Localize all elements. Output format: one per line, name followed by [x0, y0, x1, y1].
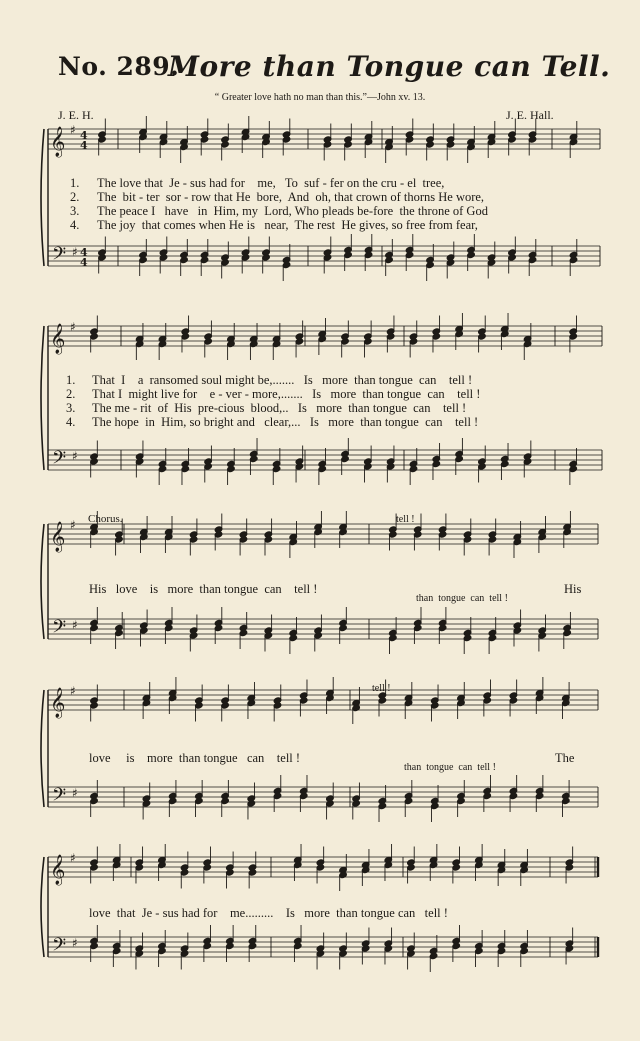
verse-number: 3. [70, 204, 80, 218]
system-brace [41, 326, 44, 470]
chorus-lyric-word: His [564, 582, 582, 596]
time-signature: 4 [80, 246, 88, 259]
chorus-lyric-line: love is more than tongue can tell ! [89, 751, 301, 765]
time-signature: 4 [80, 139, 88, 152]
author-credit: J. E. H. [58, 108, 94, 122]
verse-number: 4. [66, 415, 76, 429]
verse-lyric-line: The hope in Him, so bright and clear,... Is more than tongue can tell ! [92, 415, 479, 429]
verse-lyric-line: The love that Je - sus had for me, To suf - fer on the cru - el tree, [97, 176, 445, 190]
bass-clef: 𝄢 [52, 785, 67, 810]
verse-lyric-line: The joy that comes when He is near, The rest He gives, so free from fear, [97, 218, 478, 232]
echo-lyric-line: than tongue can tell ! [416, 593, 508, 604]
treble-clef: 𝄞 [50, 855, 66, 885]
time-signature: 4 [80, 129, 88, 142]
echo-lyric-line: than tongue can tell ! [404, 762, 496, 773]
hymn-number: No. 289. [58, 52, 180, 81]
key-sharp: ♯ [70, 518, 76, 532]
verse-lyric-line: The bit - ter sor - row that He bore, And oh, that crown of thorns He wore, [97, 190, 485, 204]
treble-clef: 𝄞 [50, 522, 66, 552]
echo-label: tell ! [372, 683, 391, 694]
verse-number: 2. [70, 190, 80, 204]
treble-clef: 𝄞 [50, 688, 66, 718]
verse-lyric-line: That I a ransomed soul might be,....... Is more than tongue can tell ! [92, 373, 473, 387]
key-sharp: ♯ [72, 449, 78, 463]
composer-credit: J. E. Hall. [506, 108, 554, 122]
epigraph: “ Greater love hath no man than this.”—John xv. 13. [214, 92, 426, 103]
system-brace [41, 524, 44, 639]
key-sharp: ♯ [70, 851, 76, 865]
verse-number: 1. [66, 373, 76, 387]
key-sharp: ♯ [70, 684, 76, 698]
treble-clef: 𝄞 [50, 324, 66, 354]
chorus-lyric-line: love that Je - sus had for me......... Is more than tongue can tell ! [89, 906, 448, 920]
key-sharp: ♯ [72, 786, 78, 800]
key-sharp: ♯ [70, 123, 76, 137]
key-sharp: ♯ [72, 936, 78, 950]
verse-number: 3. [66, 401, 76, 415]
system-brace [41, 690, 44, 807]
bass-clef: 𝄢 [52, 244, 67, 269]
key-sharp: ♯ [72, 618, 78, 632]
verse-lyric-line: The me - rit of His pre-cious blood,.. Is more than tongue can tell ! [92, 401, 467, 415]
chorus-lyric-line: His love is more than tongue can tell ! [89, 582, 318, 596]
verse-lyric-line: That I might live for e - ver - more,....... Is more than tongue can tell ! [92, 387, 481, 401]
verse-number: 1. [70, 176, 80, 190]
verse-number: 4. [70, 218, 80, 232]
bass-clef: 𝄢 [52, 448, 67, 473]
time-signature: 4 [80, 256, 88, 269]
verse-lyric-line: The peace I have in Him, my Lord, Who pleads be-fore the throne of God [97, 204, 488, 218]
system-brace [41, 129, 44, 266]
key-sharp: ♯ [72, 245, 78, 259]
treble-clef: 𝄞 [50, 127, 66, 157]
system-brace [41, 857, 44, 957]
chorus-lyric-word: The [555, 751, 575, 765]
verse-number: 2. [66, 387, 76, 401]
hymn-title: More than Tongue can Tell. [168, 50, 611, 83]
echo-label: tell ! [396, 514, 415, 525]
bass-clef: 𝄢 [52, 617, 67, 642]
chorus-label: Chorus. [88, 513, 123, 525]
bass-clef: 𝄢 [52, 935, 67, 960]
key-sharp: ♯ [70, 320, 76, 334]
